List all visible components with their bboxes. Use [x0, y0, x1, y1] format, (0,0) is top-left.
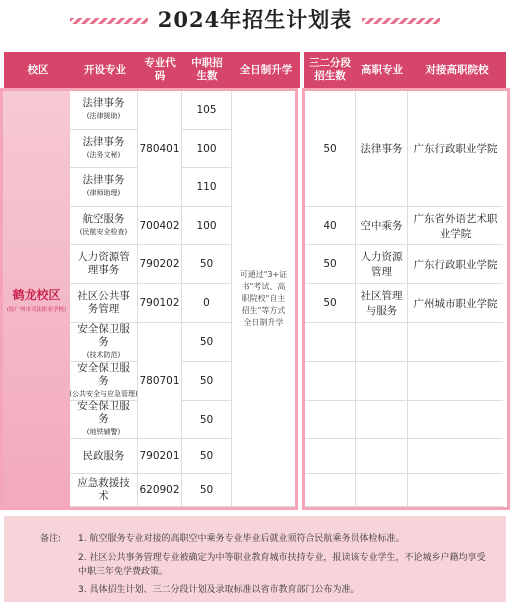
sanEr-college-cell: 广州城市职业学院: [408, 284, 503, 323]
sanEr-major-cell: 人力资源管理: [356, 245, 408, 284]
major-cell: [70, 323, 138, 362]
sanEr-college-cell: [408, 474, 503, 507]
sanEr-count-cell: [305, 474, 356, 507]
major-name: 安全保卫服务: [77, 361, 130, 387]
major-name: 法律事务: [82, 135, 125, 148]
major-cell: [70, 439, 138, 474]
title-area: [0, 0, 510, 44]
enroll-cell: 50: [182, 474, 232, 507]
sanEr-college-cell: 广东行政职业学院: [408, 91, 503, 207]
header-hv-college: 对接高职院校: [408, 52, 506, 88]
campus-name: 鹤龙校区: [12, 287, 61, 302]
major-subtitle: (法务文秘): [86, 150, 121, 159]
enroll-cell: 100: [182, 207, 232, 245]
major-cell: [70, 130, 138, 168]
enroll-cell: 110: [182, 168, 232, 207]
campus-sub: (原广州市司法职业学校): [6, 306, 67, 313]
enroll-cell: 50: [182, 439, 232, 474]
major-cell: [70, 401, 138, 439]
sanEr-college-cell: [408, 362, 503, 401]
sanEr-major-cell: [356, 474, 408, 507]
sanEr-count-cell: 50: [305, 91, 356, 207]
sanEr-count-cell: [305, 362, 356, 401]
major-cell: [70, 245, 138, 284]
major-subtitle: (地铁辅警): [86, 428, 121, 436]
header-code: 专业代码: [138, 52, 182, 88]
sanEr-college-cell: 广东行政职业学院: [408, 245, 503, 284]
code-cell: 790201: [138, 439, 182, 474]
sanEr-college-cell: 广东省外语艺术职业学院: [408, 207, 503, 245]
major-subtitle: (律师助理): [86, 189, 121, 197]
major-name: 社区公共事务管理: [77, 290, 130, 315]
fulltime-cell: 可通过"3+证书"考试、高职院校"自主招生"等方式全日制升学: [232, 91, 295, 507]
sanEr-count-cell: [305, 401, 356, 439]
code-cell-security: 780701: [138, 323, 182, 439]
header-major: 开设专业: [72, 52, 138, 88]
sanEr-college-cell: [408, 323, 503, 362]
campus-cell: [3, 91, 70, 507]
sanEr-count-cell: 50: [305, 245, 356, 284]
sanEr-count-cell: 40: [305, 207, 356, 245]
header-campus: 校区: [4, 52, 72, 88]
note-2: 2. 社区公共事务管理专业被确定为中等职业教育城市扶持专业，报读该专业学生，不论城乡户籍均享受中职三年免学费政策。: [78, 553, 486, 577]
note-3: 3. 具体招生计划、三二分段计划及录取标准以省市教育部门公布为准。: [78, 585, 360, 595]
code-cell: 620902: [138, 474, 182, 507]
sanEr-major-cell: [356, 362, 408, 401]
enroll-cell: 50: [182, 245, 232, 284]
notes-label: 备注:: [40, 534, 62, 544]
sanEr-major-cell: [356, 401, 408, 439]
title-decoration-right: [362, 18, 440, 24]
header-sanEr-enroll: 三二分段招生数: [304, 52, 356, 88]
header-fulltime: 全日制升学: [232, 52, 300, 88]
major-subtitle: (技术防范): [86, 350, 121, 359]
major-name: 法律事务: [82, 174, 125, 186]
major-cell: [70, 91, 138, 130]
sanEr-college-cell: [408, 401, 503, 439]
enroll-cell: 50: [182, 323, 232, 362]
code-cell: 790102: [138, 284, 182, 323]
major-cell: [70, 284, 138, 323]
code-cell-law: 780401: [138, 91, 182, 207]
sanEr-count-cell: [305, 323, 356, 362]
header-enroll: 中职招生数: [182, 52, 232, 88]
enroll-cell: 100: [182, 130, 232, 168]
sanEr-major-cell: [356, 439, 408, 474]
note-1: 1. 航空服务专业对接的高职空中乘务专业毕业后就业须符合民航乘务员体检标准。: [78, 534, 405, 544]
sanEr-major-cell: 法律事务: [356, 91, 408, 207]
enroll-cell: 50: [182, 401, 232, 439]
sanEr-major-cell: 社区管理与服务: [356, 284, 408, 323]
major-cell: [70, 362, 138, 401]
sanEr-college-cell: [408, 439, 503, 474]
enroll-cell: 105: [182, 91, 232, 130]
major-name: 人力资源管理事务: [77, 251, 130, 276]
major-cell: [70, 207, 138, 245]
header-hv-major: 高职专业: [356, 52, 408, 88]
major-name: 民政服务: [82, 449, 125, 462]
major-cell: [70, 168, 138, 207]
major-name: 航空服务: [82, 212, 125, 225]
major-subtitle: (民航安全检查): [79, 227, 128, 236]
major-name: 安全保卫服务: [77, 322, 130, 348]
enroll-cell: 0: [182, 284, 232, 323]
sanEr-major-cell: [356, 323, 408, 362]
code-cell: 790202: [138, 245, 182, 284]
enroll-cell: 50: [182, 362, 232, 401]
major-subtitle: (法律援助): [86, 112, 121, 120]
notes-box: [4, 516, 506, 602]
major-cell: [70, 474, 138, 507]
sanEr-major-cell: 空中乘务: [356, 207, 408, 245]
page-title: 2024年招生计划表: [157, 7, 353, 32]
sanEr-count-cell: 50: [305, 284, 356, 323]
major-name: 法律事务: [82, 97, 125, 109]
major-name: 安全保卫服务: [77, 400, 130, 425]
sanEr-count-cell: [305, 439, 356, 474]
major-subtitle: (公共安全与应急管理): [69, 389, 138, 398]
major-name: 应急救援技术: [77, 477, 130, 502]
code-cell: 700402: [138, 207, 182, 245]
